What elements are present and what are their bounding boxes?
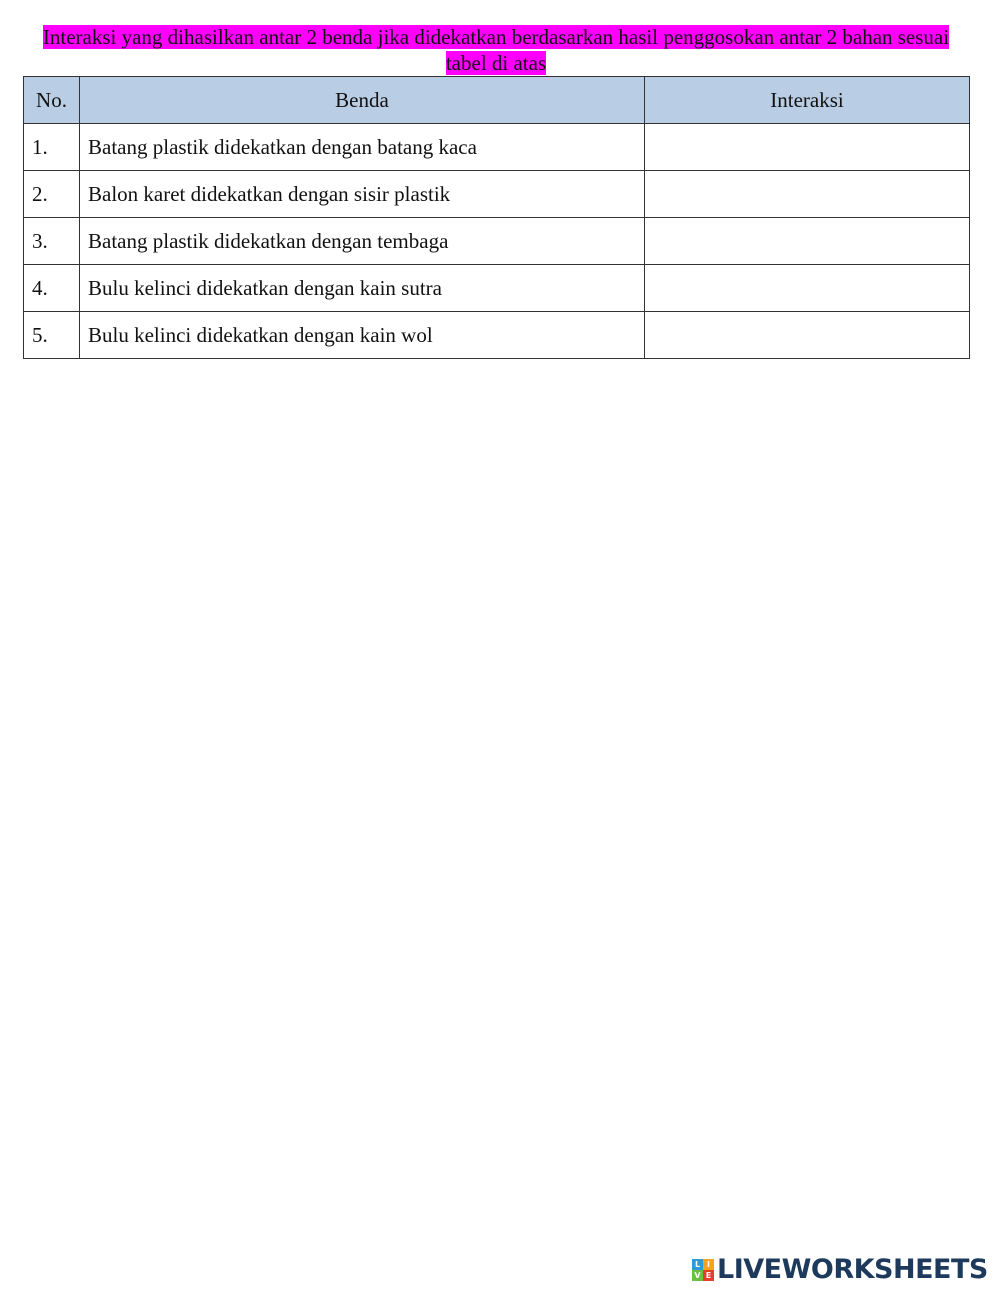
row-benda: Balon karet didekatkan dengan sisir plastik: [80, 171, 645, 218]
logo-mark-i: I: [703, 1259, 714, 1270]
interaksi-answer-field[interactable]: [645, 171, 970, 218]
table-row: [24, 124, 970, 171]
table-row: [24, 265, 970, 312]
logo-mark-l: L: [692, 1259, 703, 1270]
liveworksheets-logo: [692, 1254, 988, 1286]
table-row: [24, 312, 970, 359]
interaction-table: [23, 76, 970, 359]
interaksi-answer-field[interactable]: [645, 312, 970, 359]
interaksi-answer-field[interactable]: [645, 218, 970, 265]
interaksi-answer-field[interactable]: [645, 265, 970, 312]
row-number: 2.: [24, 171, 80, 218]
logo-text: LIVEWORKSHEETS: [717, 1254, 988, 1285]
row-benda: Batang plastik didekatkan dengan tembaga: [80, 218, 645, 265]
row-number: 5.: [24, 312, 80, 359]
logo-mark-e: E: [703, 1270, 714, 1281]
header-benda: Benda: [80, 77, 645, 124]
instruction-text: Interaksi yang dihasilkan antar 2 benda jika didekatkan berdasarkan hasil penggosokan antar 2 bahan sesuai tabel di atas: [42, 25, 950, 75]
row-number: 1.: [24, 124, 80, 171]
header-interaksi: Interaksi: [645, 77, 970, 124]
row-number: 3.: [24, 218, 80, 265]
interaksi-answer-field[interactable]: [645, 124, 970, 171]
row-number: 4.: [24, 265, 80, 312]
worksheet-instruction: [24, 24, 968, 76]
table-header-row: [24, 77, 970, 124]
row-benda: Batang plastik didekatkan dengan batang kaca: [80, 124, 645, 171]
table-row: [24, 218, 970, 265]
row-benda: Bulu kelinci didekatkan dengan kain wol: [80, 312, 645, 359]
table-row: [24, 171, 970, 218]
row-benda: Bulu kelinci didekatkan dengan kain sutra: [80, 265, 645, 312]
header-no: No.: [24, 77, 80, 124]
liveworksheets-logo-icon: [692, 1259, 714, 1281]
logo-mark-v: V: [692, 1270, 703, 1281]
